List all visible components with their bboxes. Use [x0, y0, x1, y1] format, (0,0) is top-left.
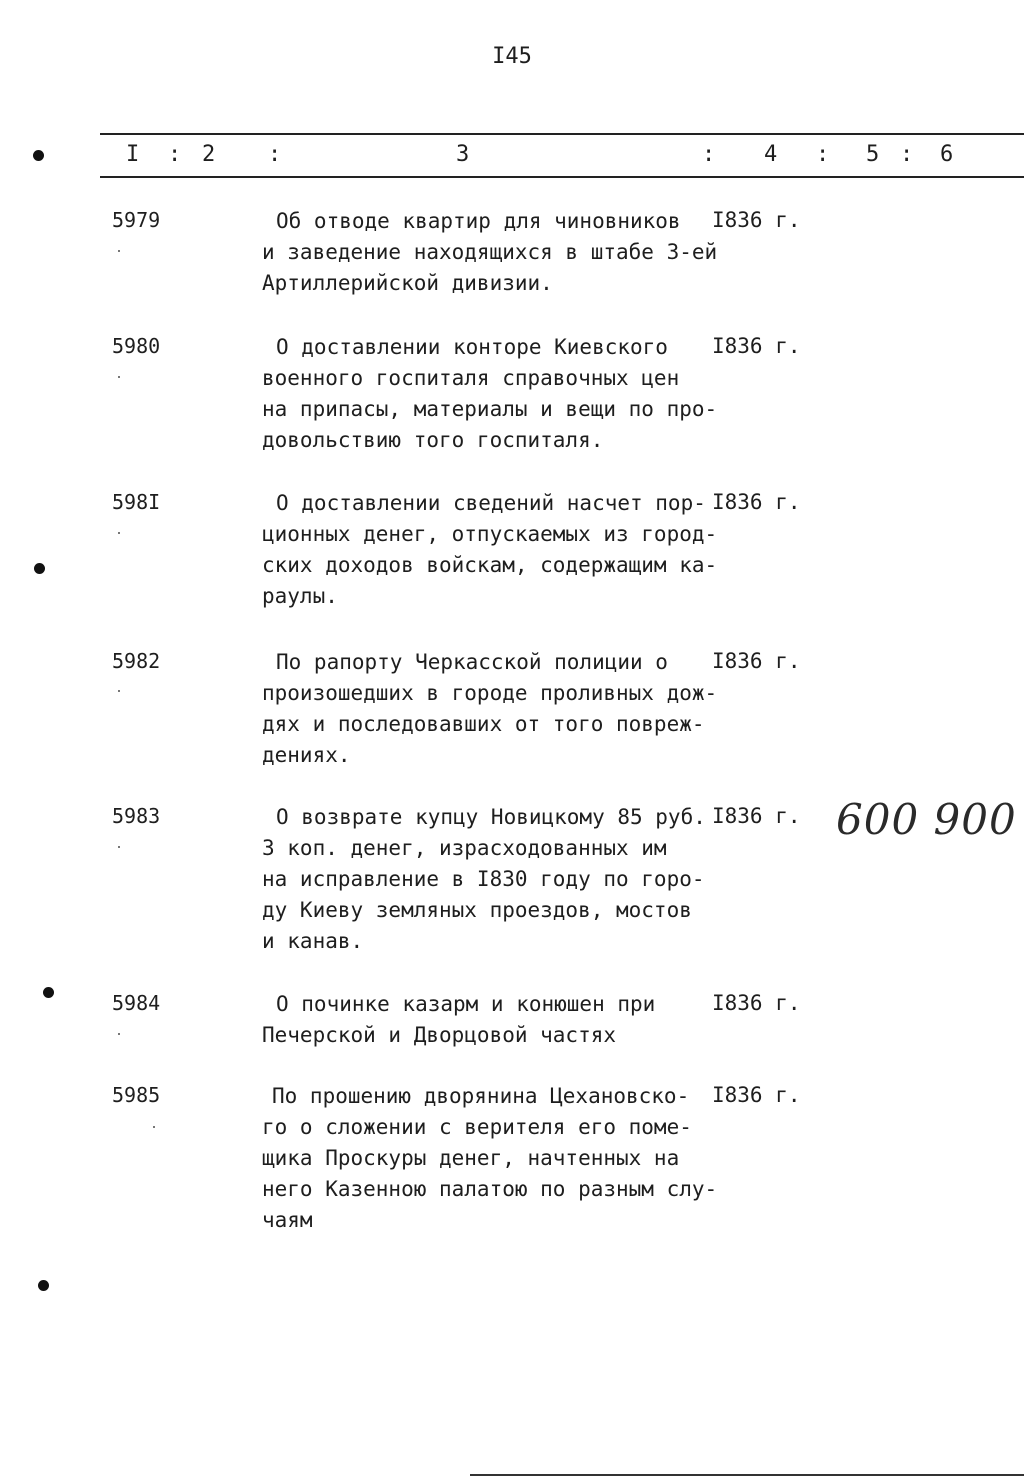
entry-year: I836 г.	[712, 804, 801, 828]
entry-title	[262, 802, 710, 957]
entry-year: I836 г.	[712, 490, 801, 514]
entry-title	[262, 989, 710, 1051]
tick-mark	[118, 1033, 120, 1035]
entry-title-line: ционных денег, отпускаемых из город-	[262, 522, 718, 546]
entry-title-line: О доставлении сведений насчет пор-	[276, 491, 706, 515]
entry-title-line: произошедших в городе проливных дож-	[262, 681, 718, 705]
tick-mark	[118, 690, 120, 692]
column-header-1: I	[126, 142, 140, 167]
entry-title	[262, 206, 718, 299]
entry-title-line: военного госпиталя справочных цен	[262, 366, 680, 390]
column-header-6: 6	[940, 142, 954, 167]
punch-hole-mark	[43, 987, 54, 998]
entry-title-line: По прошению дворянина Цехановско-	[272, 1084, 690, 1108]
footer-rule	[470, 1474, 1024, 1476]
entry-title	[262, 332, 718, 456]
header-top-rule	[100, 133, 1024, 135]
entry-number: 5980	[112, 334, 161, 358]
page-number: I45	[492, 44, 532, 69]
punch-hole-mark	[38, 1280, 49, 1291]
entry-title-line: щика Проскуры денег, начтенных на	[262, 1146, 680, 1170]
tick-mark	[118, 846, 120, 848]
entry-number: 598I	[112, 490, 161, 514]
punch-hole-mark	[34, 563, 45, 574]
entry-title-line: По рапорту Черкасской полиции о	[276, 650, 668, 674]
entry-year: I836 г.	[712, 649, 801, 673]
handwritten-annotation: 600 900	[836, 795, 1017, 844]
column-header-2: 2	[202, 142, 216, 167]
column-separator: :	[900, 142, 914, 167]
tick-mark	[118, 376, 120, 378]
entry-title-line: чаям	[262, 1208, 313, 1232]
column-separator: :	[702, 142, 716, 167]
entry-title-line: Печерской и Дворцовой частях	[262, 1023, 617, 1047]
entry-year: I836 г.	[712, 334, 801, 358]
entry-title-line: О возврате купцу Новицкому 85 руб.	[276, 805, 706, 829]
entry-title-line: ду Киеву земляных проездов, мостов	[262, 898, 692, 922]
entry-title-line: и канав.	[262, 929, 364, 953]
punch-hole-mark	[33, 150, 44, 161]
entry-title-line: него Казенною палатою по разным слу-	[262, 1177, 718, 1201]
entry-title-line: О доставлении конторе Киевского	[276, 335, 668, 359]
column-separator: :	[268, 142, 282, 167]
entry-title-line: на исправление в I830 году по горо-	[262, 867, 705, 891]
entry-year: I836 г.	[712, 208, 801, 232]
entry-title-line: дях и последовавших от того повреж-	[262, 712, 705, 736]
column-separator: :	[168, 142, 182, 167]
tick-mark	[153, 1126, 155, 1128]
entry-title-line: Об отводе квартир для чиновников	[276, 209, 681, 233]
tick-mark	[118, 250, 120, 252]
entry-number: 5983	[112, 804, 161, 828]
entry-title-line: 3 коп. денег, израсходованных им	[262, 836, 667, 860]
entry-title-line: и заведение находящихся в штабе 3-ей	[262, 240, 718, 264]
entry-title-line: на припасы, материалы и вещи по про-	[262, 397, 718, 421]
entry-title-line: Артиллерийской дивизии.	[262, 271, 553, 295]
entry-title-line: го о сложении с верителя его поме-	[262, 1115, 692, 1139]
entry-title-line: довольствию того госпиталя.	[262, 428, 604, 452]
column-header-4: 4	[764, 142, 778, 167]
entry-year: I836 г.	[712, 991, 801, 1015]
entry-number: 5979	[112, 208, 161, 232]
entry-year: I836 г.	[712, 1083, 801, 1107]
entry-number: 5985	[112, 1083, 161, 1107]
entry-title	[262, 647, 718, 771]
entry-title-line: ских доходов войскам, содержащим ка-	[262, 553, 718, 577]
header-bottom-rule	[100, 176, 1024, 178]
column-header-3: 3	[456, 142, 470, 167]
tick-mark	[118, 532, 120, 534]
entry-title-line: О починке казарм и конюшен при	[276, 992, 656, 1016]
entry-number: 5984	[112, 991, 161, 1015]
entry-title	[262, 1081, 718, 1236]
column-separator: :	[816, 142, 830, 167]
entry-title-line: раулы.	[262, 584, 338, 608]
entry-number: 5982	[112, 649, 161, 673]
column-header-5: 5	[866, 142, 880, 167]
entry-title	[262, 488, 718, 612]
entry-title-line: дениях.	[262, 743, 351, 767]
